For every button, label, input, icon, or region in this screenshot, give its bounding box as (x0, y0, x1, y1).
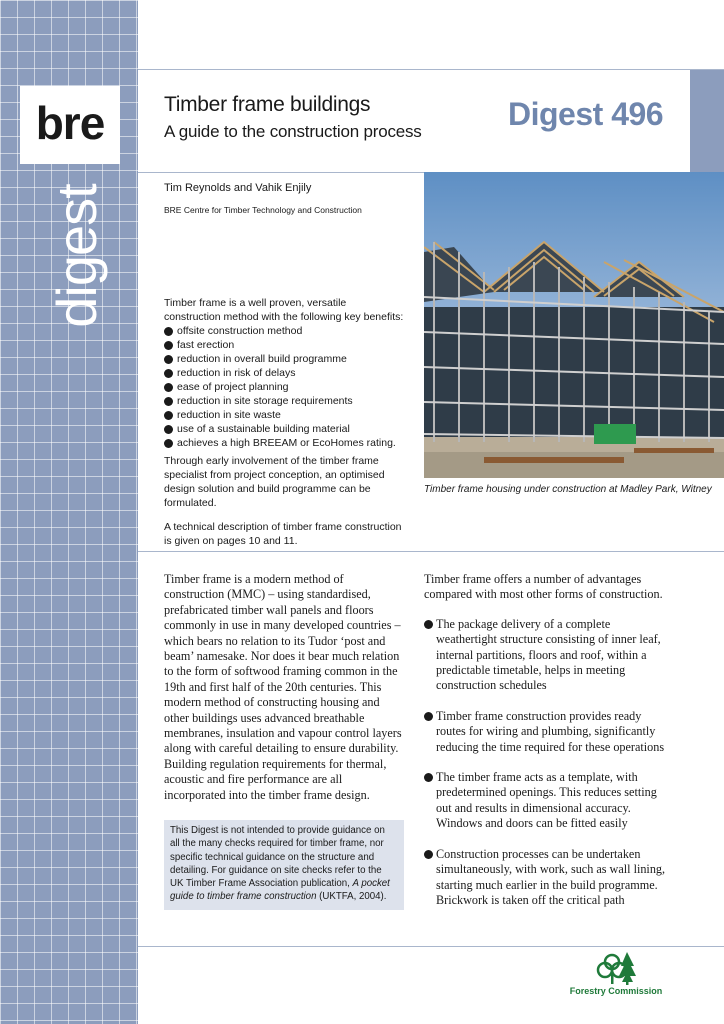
tree-logo-icon (565, 950, 667, 986)
advantages-lead: Timber frame offers a number of advantages compared with most other forms of construction. (424, 572, 663, 602)
intro-paragraph-3: A technical description of timber frame construction is given on pages 10 and 11. (164, 521, 402, 547)
bullet-icon (164, 327, 173, 336)
bullet-icon (424, 620, 433, 629)
benefit-item: reduction in site storage requirements (164, 394, 404, 408)
digest-vertical-text: digest (45, 184, 108, 328)
header-accent-block (690, 70, 724, 172)
bullet-icon (164, 411, 173, 420)
forestry-commission-text: Forestry Commission (569, 986, 663, 996)
affiliation: BRE Centre for Timber Technology and Construction (164, 205, 362, 215)
page-title: Timber frame buildings (164, 93, 371, 116)
bullet-icon (164, 439, 173, 448)
bullet-icon (424, 773, 433, 782)
bullet-icon (424, 850, 433, 859)
digest-number: Digest 496 (508, 96, 664, 132)
benefit-item: reduction in overall build programme (164, 352, 404, 366)
footer-rule (138, 946, 724, 947)
advantage-item: Timber frame construction provides ready routes for wiring and plumbing, significantly reducing the time required for these operations (424, 709, 674, 755)
benefit-item: reduction in site waste (164, 408, 404, 422)
benefit-item: offsite construction method (164, 324, 404, 338)
advantages-list (424, 617, 674, 909)
bullet-icon (164, 397, 173, 406)
header-bottom-rule (138, 172, 424, 173)
bre-logo: bre (35, 97, 105, 149)
body-column-2 (424, 572, 674, 923)
benefits-list (164, 324, 404, 450)
note-publication-title: A pocket guide to timber frame construction (170, 878, 390, 903)
bullet-icon (424, 712, 433, 721)
note-citation: (UKTFA, 2004). (316, 891, 387, 903)
benefit-item: ease of project planning (164, 380, 404, 394)
bre-logo-box (20, 86, 120, 164)
bullet-icon (164, 369, 173, 378)
benefit-item: fast erection (164, 338, 404, 352)
mid-rule (138, 551, 724, 552)
construction-photo (424, 172, 724, 478)
photo-caption: Timber frame housing under construction at Madley Park, Witney (424, 484, 712, 495)
intro-summary (164, 296, 404, 548)
bullet-icon (164, 355, 173, 364)
digest-vertical-label (46, 182, 106, 332)
benefit-item: reduction in risk of delays (164, 366, 404, 380)
intro-paragraph-2: Through early involvement of the timber frame specialist from project conception, an optimised design solution and build programme can be formulated. (164, 455, 385, 509)
body-column-1 (164, 572, 404, 803)
page-subtitle: A guide to the construction process (164, 122, 422, 141)
advantage-item: The timber frame acts as a template, with predetermined openings. This reduces setting out and results in dimensional accuracy. Windows and doors can be fitted easily (424, 770, 674, 832)
authors: Tim Reynolds and Vahik Enjily (164, 182, 312, 194)
benefit-item: achieves a high BREEAM or EcoHomes rating. (164, 436, 404, 450)
body-paragraph: Timber frame is a modern method of construction (MMC) – using standardised, prefabricated timber wall panels and floors commonly in use in many developed countries – which bears no relation to its Tudor ‘post and beam’ namesake. Nor does it bear much relation to the form of softwood framing common in the 19th and first half of the 20th centuries. This modern method of constructing housing and other buildings uses advanced breathable membranes, insulation and vapour control layers along with careful detailing to ensure durability. Building regulation requirements for thermal, acoustic and fire performance are all incorporated into the timber frame design. (164, 572, 402, 802)
bullet-icon (164, 341, 173, 350)
advantage-item: The package delivery of a complete weathertight structure consisting of inner leaf, internal partitions, floors and roof, within a predictable timetable, helps in meeting construction schedules (424, 617, 674, 694)
intro-lead: Timber frame is a well proven, versatile construction method with the following key benefits: (164, 297, 404, 323)
note-box (164, 820, 404, 910)
forestry-commission-logo (565, 950, 667, 1000)
bullet-icon (164, 383, 173, 392)
bullet-icon (164, 425, 173, 434)
benefit-item: use of a sustainable building material (164, 422, 404, 436)
top-rule (138, 69, 724, 70)
note-text: This Digest is not intended to provide guidance on all the many checks required for timber frame, nor specific technical guidance on the structure and detailing. For guidance on site checks refer to the UK Timber Frame Association publication, (170, 825, 385, 890)
advantage-item: Construction processes can be undertaken simultaneously, with work, such as wall lining, starting much earlier in the build programme. Brickwork is taken off the critical path (424, 847, 674, 909)
